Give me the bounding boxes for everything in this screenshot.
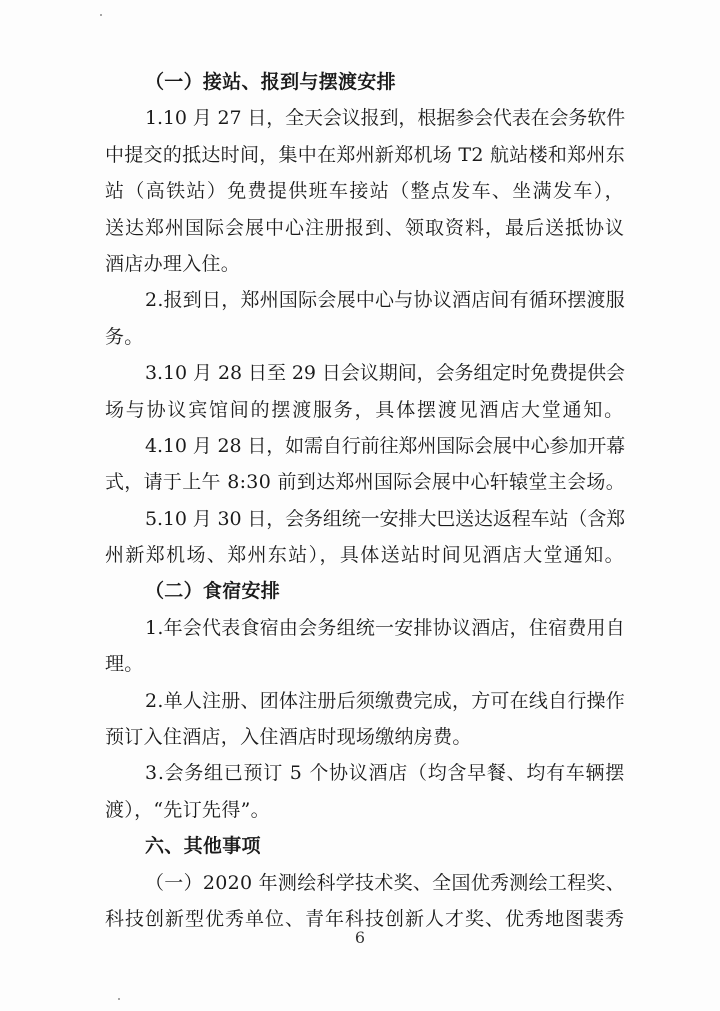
text-line: 2.单人注册、团体注册后须缴费完成，方可在线自行操作 (145, 689, 625, 712)
text-line: 场与协议宾馆间的摆渡服务，具体摆渡见酒店大堂通知。 (105, 398, 625, 421)
text-line: 酒店办理入住。 (105, 252, 241, 275)
text-line: 预订入住酒店，入住酒店时现场缴纳房费。 (105, 726, 472, 749)
text-line: 5.10 月 30 日，会务组统一安排大巴送达返程车站（含郑 (145, 507, 625, 530)
section-heading: （一）接站、报到与摆渡安排 (145, 71, 396, 93)
text-line: 务。 (105, 325, 144, 348)
text-line: （一）2020 年测绘科学技术奖、全国优秀测绘工程奖、 (145, 871, 625, 894)
text-line: 科技创新型优秀单位、青年科技创新人才奖、优秀地图裴秀 (105, 907, 625, 930)
text-line: 1.10 月 27 日，全天会议报到，根据参会代表在会务软件 (145, 107, 625, 130)
text-line: 中提交的抵达时间，集中在郑州新郑机场 T2 航站楼和郑州东 (105, 143, 625, 166)
text-line: 渡），“先订先得”。 (105, 798, 270, 821)
section-heading: 六、其他事项 (145, 835, 261, 858)
scan-speck (118, 998, 120, 1000)
section-heading: （二）食宿安排 (145, 580, 281, 603)
page-number: 6 (354, 928, 366, 947)
text-line: 3.10 月 28 日至 29 日会议期间，会务组定时免费提供会 (145, 362, 625, 385)
text-line: 州新郑机场、郑州东站），具体送站时间见酒店大堂通知。 (105, 544, 625, 567)
text-line: 理。 (105, 653, 144, 676)
text-line: 送达郑州国际会展中心注册报到、领取资料，最后送抵协议 (105, 216, 625, 239)
text-line: 2.报到日，郑州国际会展中心与协议酒店间有循环摆渡服 (145, 289, 625, 312)
scan-speck (100, 14, 102, 16)
text-line: 1.年会代表食宿由会务组统一安排协议酒店，住宿费用自 (145, 616, 625, 639)
document-body (105, 64, 625, 937)
text-line: 式，请于上午 8:30 前到达郑州国际会展中心轩辕堂主会场。 (105, 471, 625, 494)
text-line: 4.10 月 28 日，如需自行前往郑州国际会展中心参加开幕 (145, 434, 625, 457)
text-line: 站（高铁站）免费提供班车接站（整点发车、坐满发车）， (105, 180, 625, 203)
text-line: 3.会务组已预订 5 个协议酒店（均含早餐、均有车辆摆 (145, 762, 625, 785)
